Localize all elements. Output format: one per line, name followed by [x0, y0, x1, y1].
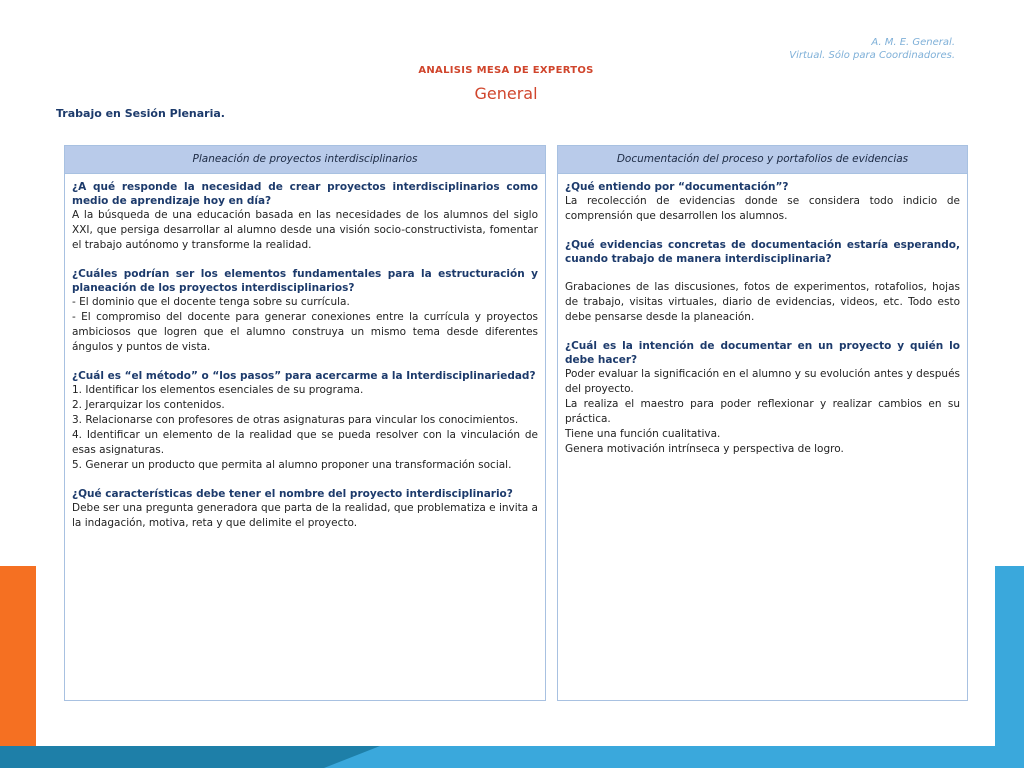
- decorative-bottom-bar-light: [324, 746, 1024, 768]
- question-text: ¿A qué responde la necesidad de crear proyectos interdisciplinarios como medio de aprendizaje hoy en día?: [72, 181, 538, 207]
- question-block: [565, 180, 960, 224]
- decorative-blue-bar: [995, 566, 1024, 768]
- answer-line: 3. Relacionarse con profesores de otras asignaturas para vincular los conocimientos.: [72, 414, 519, 426]
- answer-line: - El compromiso del docente para generar conexiones entre la currícula y proyectos ambiciosos que logren que el alumno construya un mismo tema desde diferentes ángulos y puntos de vista.: [72, 311, 538, 353]
- corner-note-line-1: A. M. E. General.: [871, 37, 955, 48]
- answer-line: La realiza el maestro para poder reflexionar y realizar cambios en su práctica.: [565, 398, 960, 425]
- answer-line: Poder evaluar la significación en el alumno y su evolución antes y después del proyecto.: [565, 368, 960, 395]
- document-title: ANALISIS MESA DE EXPERTOS: [418, 65, 594, 76]
- answer-line: 5. Generar un producto que permita al alumno proponer una transformación social.: [72, 459, 512, 471]
- question-text: ¿Qué entiendo por “documentación”?: [565, 181, 789, 193]
- document-subtitle: General: [474, 84, 538, 103]
- answer-line: Grabaciones de las discusiones, fotos de experimentos, rotafolios, hojas de trabajo, visitas virtuales, diario de evidencias, videos, etc. Todo esto debe pensarse desde la planeación.: [565, 281, 960, 323]
- spacer: [565, 266, 960, 280]
- decorative-orange-bar: [0, 566, 36, 768]
- answer-line: Genera motivación intrínseca y perspectiva de logro.: [565, 443, 844, 455]
- planning-column: [64, 145, 546, 701]
- corner-note: [789, 36, 955, 62]
- question-text: ¿Cuál es “el método” o “los pasos” para acercarme a la Interdisciplinariedad?: [72, 370, 536, 382]
- session-label: Trabajo en Sesión Plenaria.: [56, 107, 225, 120]
- question-block: [72, 369, 538, 473]
- documentation-column-header: Documentación del proceso y portafolios de evidencias: [558, 146, 967, 174]
- question-text: ¿Cuáles podrían ser los elementos fundamentales para la estructuración y planeación de los proyectos interdisciplinarios?: [72, 268, 538, 294]
- question-text: ¿Qué características debe tener el nombre del proyecto interdisciplinario?: [72, 488, 513, 500]
- answer-line: 1. Identificar los elementos esenciales de su programa.: [72, 384, 364, 396]
- planning-column-body: [65, 174, 545, 531]
- answer-line: Debe ser una pregunta generadora que parta de la realidad, que problematiza e invita a la indagación, motiva, reta y que delimite el proyecto.: [72, 502, 538, 529]
- question-block: [72, 180, 538, 253]
- planning-column-header: Planeación de proyectos interdisciplinarios: [65, 146, 545, 174]
- slide: [36, 0, 995, 746]
- question-text: ¿Qué evidencias concretas de documentación estaría esperando, cuando trabajo de manera interdisciplinaria?: [565, 239, 960, 265]
- answer-line: 4. Identificar un elemento de la realidad que se pueda resolver con la vinculación de esas asignaturas.: [72, 429, 538, 456]
- question-block: [72, 487, 538, 531]
- corner-note-line-2: Virtual. Sólo para Coordinadores.: [789, 50, 955, 61]
- answer-line: A la búsqueda de una educación basada en las necesidades de los alumnos del siglo XXI, que persiga desarrollar al alumno desde una visión socio-constructivista, fomentar el trabajo autónomo y transforme la realidad.: [72, 209, 538, 251]
- question-block: [565, 339, 960, 457]
- answer-line: Tiene una función cualitativa.: [565, 428, 721, 440]
- question-block: [72, 267, 538, 355]
- question-text: ¿Cuál es la intención de documentar en un proyecto y quién lo debe hacer?: [565, 340, 960, 366]
- answer-line: La recolección de evidencias donde se considera todo indicio de comprensión que desarrollen los alumnos.: [565, 195, 960, 222]
- question-block: [565, 238, 960, 325]
- answer-line: 2. Jerarquizar los contenidos.: [72, 399, 225, 411]
- documentation-column: [557, 145, 968, 701]
- documentation-column-body: [558, 174, 967, 457]
- answer-line: - El dominio que el docente tenga sobre su currícula.: [72, 296, 350, 308]
